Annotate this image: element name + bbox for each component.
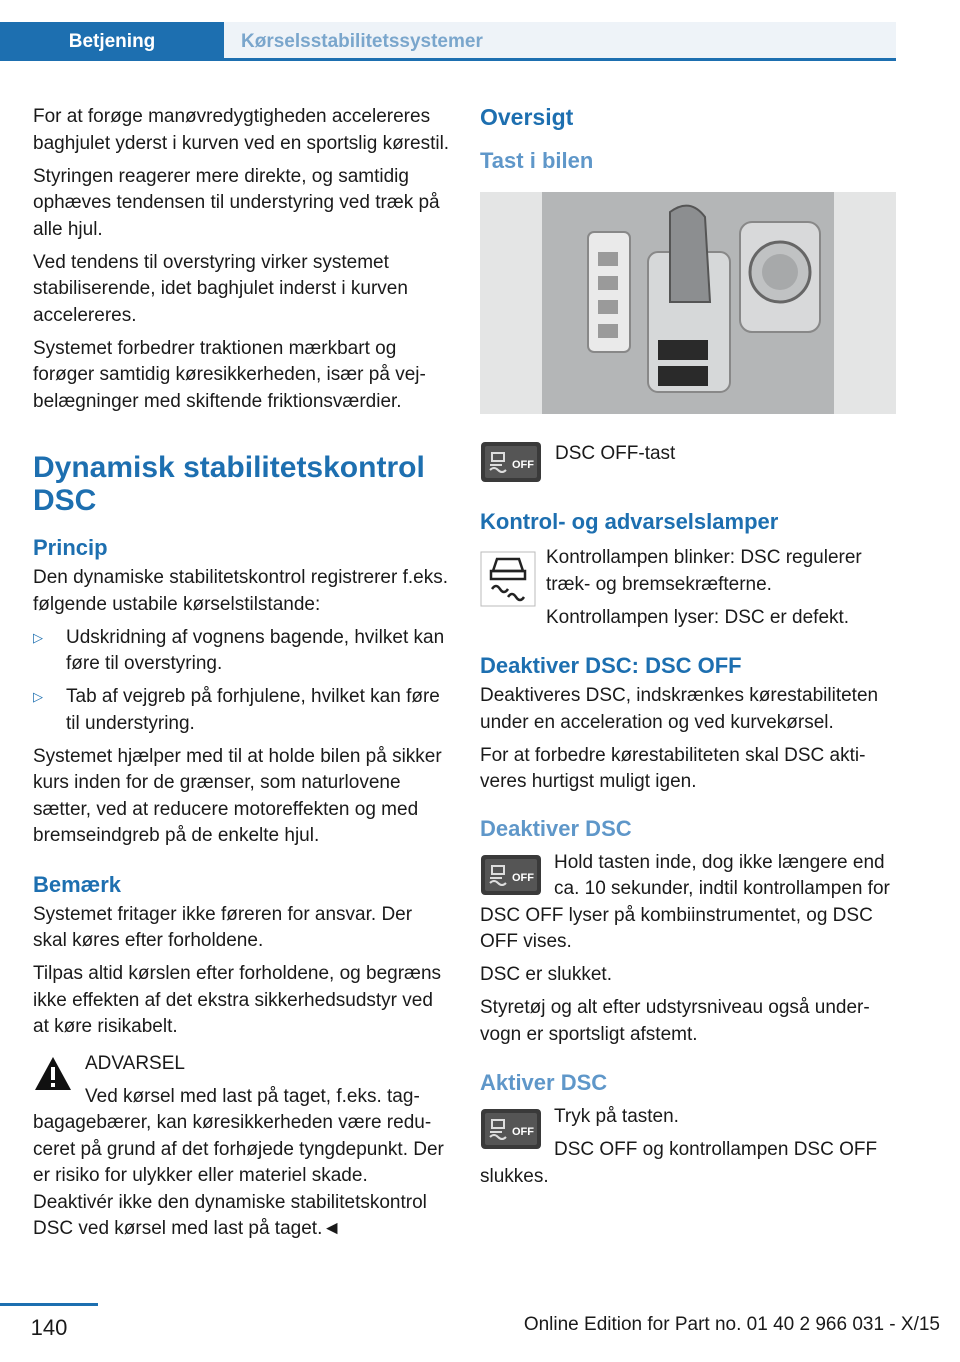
header-rule: [0, 58, 896, 61]
subheading-aktiver: Aktiver DSC: [480, 1070, 608, 1095]
subheading-tast: Tast i bilen: [480, 148, 594, 173]
warning-block: [33, 1051, 451, 1243]
section-title: Dynamisk stabilitetskontrol DSC: [33, 451, 425, 517]
warning-text: Ved kørsel med last på taget, f.eks. tagbagagebærer, kan køresikkerheden være reduceret på grund af det forhøjede tyngdepunkt. Der er risiko for ulykker eller materiel skade. Deaktivér ikke den dynamiske stabilitetskontrol DSC ved kørsel med last på taget.◄: [33, 1085, 444, 1239]
dsc-off-button-icon: [480, 854, 542, 896]
list-item: ▷ Udskridning af vognens bagende, hvilket kan føre til overstyring.: [33, 626, 445, 674]
page-number: 140: [30, 1315, 68, 1340]
paragraph: Deaktiveres DSC, indskrænkes kørestabiliteten under en acceleration og ved kurvekørsel.: [480, 685, 879, 733]
page-header: [0, 0, 960, 62]
paragraph: Systemet fritager ikke føreren for ansvar. Der skal køres efter forholdene.: [33, 903, 413, 951]
activate-key-block: [480, 1104, 896, 1190]
paragraph: Tryk på tasten.: [554, 1106, 679, 1127]
dsc-off-key-label: DSC OFF-tast: [555, 442, 676, 464]
paragraph: Ved tendens til overstyring virker systemet stabiliserende, idet baghjulet inderst i kurven accelereres.: [33, 251, 408, 326]
paragraph: For at forbedre kørestabiliteten skal DSC aktiveres hurtigst muligt igen.: [480, 744, 866, 792]
footer-rule: [0, 1303, 98, 1306]
bullet-list: [33, 625, 451, 738]
paragraph: Kontrollampen lyser: DSC er defekt.: [546, 606, 850, 628]
bullet-triangle-icon: ▷: [33, 629, 43, 645]
left-column: [33, 104, 451, 1243]
paragraph: Hold tasten inde, dog ikke længere end ca. 10 sekunder, indtil kontrollampen for DSC OFF lyser på kombiinstrumentet, og DSC OFF vises.: [480, 851, 890, 952]
section-tab-label: Betjening: [68, 31, 156, 52]
hold-key-block: [480, 850, 896, 956]
dsc-off-button-icon: [480, 1108, 542, 1150]
paragraph: Systemet forbedrer traktionen mærkbart og forøger samtidig køresikkerheden, især på vejbelægninger med skiftende friktionsværdier.: [33, 337, 426, 412]
subheading-deaktiver: Deaktiver DSC: [480, 815, 632, 841]
paragraph: Styringen reagerer mere direkte, og samtidig ophæves tendensen til understyring ved træk på alle hjul.: [33, 165, 440, 240]
bullet-triangle-icon: ▷: [33, 689, 43, 704]
console-photo: [480, 192, 896, 414]
dsc-off-button-icon: [480, 441, 542, 483]
subheading-lamper: Kontrol- og advarselslamper: [480, 509, 779, 534]
svg-text:OFF: OFF: [512, 458, 534, 471]
paragraph: Styretøj og alt efter udstyrsniveau også undervogn er sportsligt afstemt.: [480, 997, 870, 1045]
subheading-oversigt: Oversigt: [480, 104, 574, 130]
paragraph: For at forøge manøvredygtigheden accelereres baghjulet yderst i kurven ved en sportslig kørestil.: [33, 106, 450, 154]
paragraph: Tilpas altid kørslen efter forholdene, og begræns ikke effekten af det ekstra sikkerhedsudstyr ved at køre risikabelt.: [33, 963, 442, 1037]
warning-triangle-icon: [33, 1055, 73, 1093]
svg-text:OFF: OFF: [512, 871, 534, 884]
subheading-princip: Princip: [33, 535, 108, 560]
svg-text:OFF: OFF: [512, 1126, 534, 1138]
subheading-deaktiver-off: Deaktiver DSC: DSC OFF: [480, 653, 742, 678]
paragraph: Den dynamiske stabilitetskontrol registrerer f.eks. følgende ustabile kørselstilstande:: [33, 567, 448, 615]
warning-title: ADVARSEL: [85, 1052, 185, 1074]
paragraph: Systemet hjælper med til at holde bilen på sikker kurs inden for de grænser, som naturlovene sætter, ved at reducere motoreffekten og med bremseindgreb på de enkelte hjul.: [33, 745, 442, 846]
edition-note: Online Edition for Part no. 01 40 2 966 031 - X/15: [523, 1314, 940, 1335]
dsc-warning-lamp-icon: [480, 551, 536, 607]
lamp-block: [480, 545, 896, 631]
dsc-off-key-row: [480, 441, 896, 492]
chapter-tab-label: Kørselsstabilitetssystemer: [241, 31, 483, 52]
paragraph: Kontrollampen blinker: DSC regulerer træk- og bremsekræfterne.: [546, 547, 862, 595]
paragraph: DSC OFF og kontrollampen DSC OFF slukkes.: [480, 1139, 878, 1187]
right-column: [480, 104, 896, 1197]
subheading-bemaerk: Bemærk: [33, 871, 122, 897]
list-item: ▷ Tab af vejgreb på forhjulene, hvilket kan føre til understyring.: [33, 686, 440, 734]
paragraph: DSC er slukket.: [480, 964, 612, 985]
